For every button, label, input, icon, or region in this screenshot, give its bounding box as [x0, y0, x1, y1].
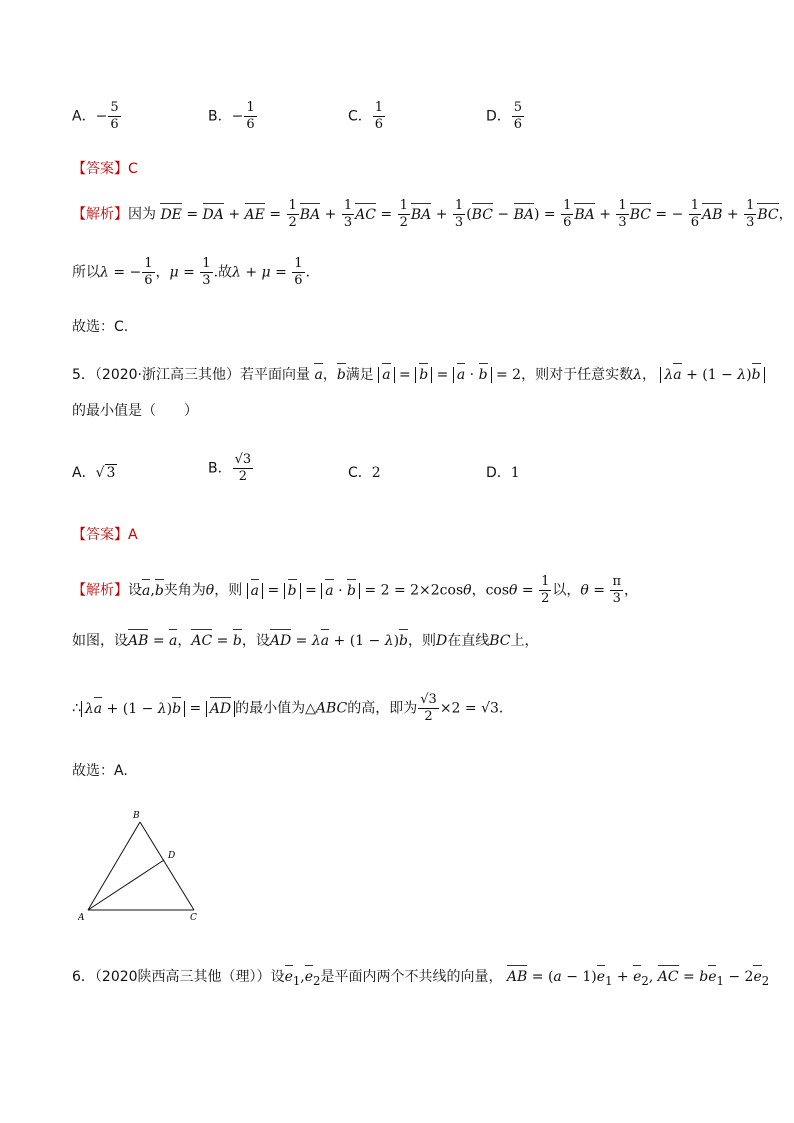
q4-analysis-line1: 【解析】因为 DE = DA + AE = $\frac{1}{2}$ BA + $\frac{1}{3}$ AC = $\frac{1}{2}$ BA + $\frac{1}{3}$ (BC − BA) = $\frac{1}{6}$ BA + $\frac{1}{3}$ BC = − $\frac{1}{6}$ AB + $\frac{1}{3}$ BC， — [72, 198, 793, 230]
analysis-tag: 【解析】 — [72, 582, 128, 599]
analysis-text: 因为 — [128, 206, 156, 223]
q4-analysis-line2: 所以λ = − $\frac{1}{6}$ ，μ = $\frac{1}{3}$ .故λ + μ = $\frac{1}{6}$ ． — [72, 256, 320, 288]
fraction: $\frac{1}{2}$ — [288, 198, 297, 230]
vector-da: DA — [202, 206, 224, 223]
fraction — [108, 100, 120, 133]
vector-de: DE — [160, 206, 182, 223]
answer-value: C — [128, 161, 138, 177]
q5-answer — [72, 524, 138, 544]
minus-sign: − — [231, 108, 244, 125]
fraction: $\frac{1}{6}$ — [294, 256, 303, 288]
denominator: 6 — [374, 117, 384, 132]
vector-bc: BC — [757, 206, 779, 223]
question-text: ，则对于任意实数 — [521, 367, 634, 383]
analysis-text: ，设 — [241, 633, 270, 649]
q5-analysis-line1: 【解析】设a,b夹角为θ，则 a = b = a · b = 2 = 2×2cosθ，cosθ = $\frac{1}{2}$ 以，θ = $\frac{\pi}{3}$ ， — [72, 574, 639, 606]
answer-tag: 【答案】 — [72, 527, 128, 543]
denominator: 2 — [238, 469, 248, 484]
vector-ba: BA — [574, 206, 595, 223]
analysis-text: ，则 — [408, 633, 437, 649]
option-label: B． — [208, 460, 232, 477]
fraction: $\frac{1}{2}$ — [541, 574, 550, 606]
radicand: 3 — [106, 465, 116, 481]
segment-ad — [88, 860, 164, 910]
side-ab — [88, 822, 140, 910]
therefore-symbol: ∴ — [72, 700, 81, 717]
analysis-text: 所以 — [72, 264, 100, 281]
q5-analysis-line2: 如图，设AB = a，AC = b，设AD = λa + (1 − λ)b，则D在直线BC上， — [72, 633, 539, 649]
fraction: $\frac{1}{3}$ — [746, 198, 755, 230]
question-source: （2020·浙江高三其他） — [94, 367, 241, 383]
fraction: $\frac{1}{6}$ — [690, 198, 700, 230]
option-label: A． — [72, 465, 96, 481]
fraction: $\frac{1}{3}$ — [454, 198, 464, 230]
analysis-text: 的最小值为 — [235, 700, 306, 717]
label-b: B — [133, 811, 140, 821]
triangle-figure — [78, 808, 218, 924]
fraction — [512, 100, 524, 133]
analysis-text: 以， — [552, 582, 581, 599]
fraction: $\frac{1}{2}$ — [399, 198, 408, 230]
analysis-tag: 【解析】 — [72, 206, 128, 223]
question-text: 是平面内两个不共线的向量， — [320, 969, 503, 985]
fraction: $\frac{1}{3}$ — [202, 256, 211, 288]
question-source: （2020陕西高三其他（理）） — [94, 969, 271, 985]
fraction: $\frac{√3}{2}$ — [420, 692, 437, 724]
question-number: 5． — [72, 367, 95, 383]
vector-b: b — [336, 367, 346, 383]
question-text: 若平面向量 — [240, 367, 311, 383]
numerator: 1 — [374, 100, 384, 115]
analysis-text: 在直线 — [447, 633, 490, 649]
denominator: 6 — [513, 117, 523, 132]
answer-value: A — [128, 527, 138, 543]
q5-stem-line2: 的最小值是（ ） — [72, 403, 198, 419]
fraction — [244, 100, 256, 133]
q4-option-a — [72, 100, 122, 133]
vector-a: a — [314, 367, 323, 383]
vector-ac: AC — [355, 206, 376, 223]
q5-analysis-line3: ∴ λa + (1 − λ)b = AD 的最小值为△ABC的高，即为 $\frac{√3}{2}$ ×2 = √3． — [72, 692, 513, 724]
numerator: 5 — [110, 100, 119, 115]
vector-bc: BC — [629, 206, 651, 223]
q4-option-c — [348, 100, 386, 133]
analysis-text: 故 — [218, 264, 233, 281]
analysis-text: 夹角为 — [163, 582, 206, 599]
vector-ba: BA — [410, 206, 432, 223]
q4-answer — [72, 158, 138, 178]
option-label: B． — [208, 108, 232, 125]
fraction: $\frac{1}{3}$ — [343, 198, 353, 230]
option-value: 2 — [371, 465, 381, 481]
label-d: D — [168, 851, 176, 861]
numerator: 5 — [513, 100, 523, 115]
label-a: A — [78, 913, 85, 923]
option-value: 1 — [510, 465, 520, 481]
q6-stem: 6．（2020陕西高三其他（理））设$e_1,e_2$是平面内两个不共线的向量， AB = $(a - 1)e_1 + e_2$, AC = $be_1 - 2e_2$ — [72, 969, 770, 988]
vector-ba: BA — [513, 206, 534, 223]
option-label: D． — [486, 465, 511, 481]
fraction: $\frac{\pi}{3}$ — [612, 574, 622, 606]
q5-stem-line1: 5．（2020·浙江高三其他）若平面向量 a，b满足 a = b = a · b = 2，则对于任意实数λ， λa + (1 − λ)b — [72, 364, 765, 384]
option-label: C． — [348, 465, 372, 481]
option-label: D． — [486, 108, 511, 125]
q5-option-c — [348, 462, 381, 482]
q4-option-d — [486, 100, 525, 133]
side-bc — [140, 822, 194, 910]
numerator: 1 — [246, 100, 255, 115]
q4-option-b — [208, 100, 258, 133]
fraction: $\frac{√3}{2}$ — [234, 452, 252, 484]
q4-conclusion: 故选：C. — [72, 319, 129, 335]
question-text: 满足 — [345, 367, 374, 383]
q5-option-b — [208, 452, 254, 485]
analysis-text: 如图，设 — [72, 633, 128, 649]
q5-conclusion: 故选：A. — [72, 763, 128, 779]
numerator: 3 — [242, 452, 252, 467]
analysis-text: 设 — [128, 582, 142, 599]
fraction: $\frac{1}{6}$ — [144, 256, 153, 288]
q5-option-d — [486, 462, 520, 482]
question-text: 设 — [270, 969, 285, 985]
denominator: 6 — [246, 117, 255, 132]
analysis-text: 的高，即为 — [347, 700, 418, 717]
vector-ab: AB — [702, 206, 723, 223]
option-label: C． — [348, 108, 372, 125]
fraction: $\frac{1}{6}$ — [563, 198, 572, 230]
q5-option-a: A．√ 3 — [72, 465, 116, 481]
fraction: $\frac{1}{3}$ — [618, 198, 627, 230]
answer-tag: 【答案】 — [72, 161, 128, 177]
analysis-text: ，则 — [214, 582, 243, 599]
vector-ba: BA — [299, 206, 321, 223]
label-c: C — [190, 913, 197, 923]
question-number: 6． — [72, 969, 95, 985]
fraction — [373, 100, 385, 133]
minus-sign: − — [95, 108, 108, 125]
analysis-text: 上， — [510, 633, 539, 649]
vector-bc: BC — [471, 206, 493, 223]
option-label: A． — [72, 108, 96, 125]
period: ． — [305, 264, 320, 281]
comma: ， — [155, 264, 170, 281]
denominator: 6 — [110, 117, 119, 132]
vector-ae: AE — [244, 206, 265, 223]
